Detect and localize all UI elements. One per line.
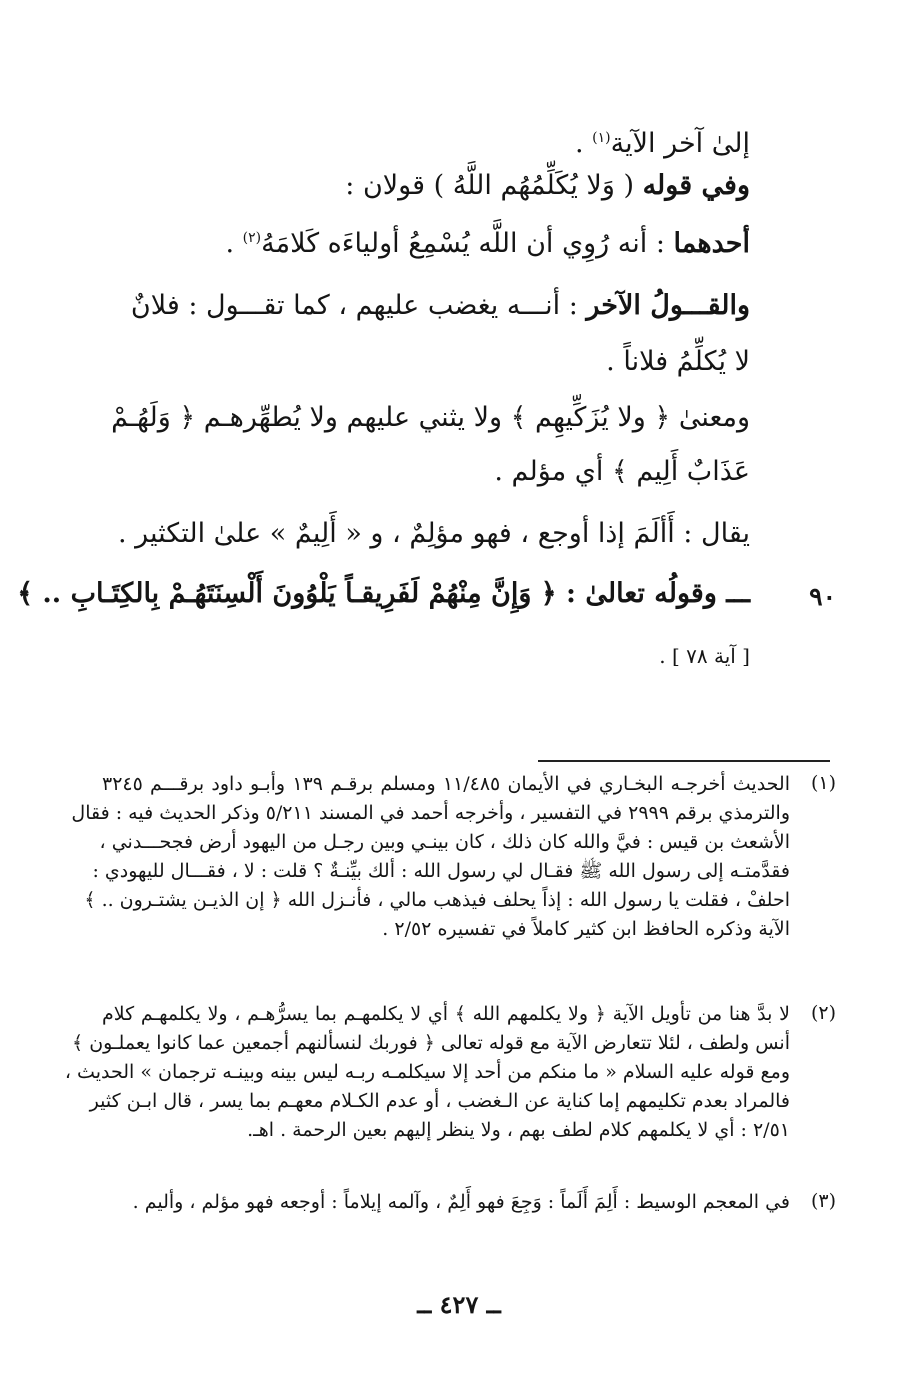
text: يقال : أَألَمَ إذا أوجع ، فهو مؤلِمٌ ، و « أَلِيمٌ » علىٰ التكثير . — [117, 518, 750, 549]
bold-lead: والقـــولُ الآخر — [586, 290, 750, 321]
footnote-ref-1: (١) — [592, 130, 611, 146]
text: ومعنىٰ ﴿ ولا يُزَكِّيهِم ﴾ ولا يثني عليهم ولا يُطهِّرهـم ﴿ وَلَهُـمْ — [111, 402, 750, 433]
bold-lead: أحدهما — [673, 228, 750, 259]
footnote-ref-2: (٢) — [242, 230, 262, 246]
footnote-line: والترمذي برقم ٢٩٩٩ في التفسير ، وأخرجه أحمد في المسند ٥/٢١١ وذكر الحديث فيه : فقال — [71, 802, 790, 824]
footnote-number-1: (١) — [810, 772, 836, 794]
main-line-1 — [575, 128, 750, 159]
text: [ آية ٧٨ ] . — [659, 644, 750, 668]
main-line-6 — [111, 402, 750, 433]
main-line-9 — [17, 578, 750, 609]
text: ( وَلا يُكَلِّمُهُم اللَّهُ ) قولان : — [345, 170, 643, 201]
footnote-line: الأشعث بن قيس : فيَّ والله كان ذلك ، كان بينـي وبين رجـل من اليهود أرض فجحـــدني ، — [99, 831, 790, 853]
footnote-number-3: (٣) — [810, 1190, 836, 1212]
main-line-3 — [226, 228, 751, 259]
footnote-line: أنس ولطف ، لئلا تتعارض الآية مع قوله تعالى ﴿ فوربك لنسألنهم أجمعين عما كانوا يعملـون ﴾ — [72, 1032, 790, 1054]
bold-lead: ـــ وقولُه تعالىٰ — [585, 578, 750, 609]
text: لا يُكلِّمُ فلاناً . — [606, 346, 750, 377]
main-line-5 — [606, 346, 750, 377]
footnote-number-2: (٢) — [810, 1002, 836, 1024]
text: إلىٰ آخر الآية — [610, 128, 750, 159]
verse-text: : ﴿ وَإِنَّ مِنْهُمْ لَفَرِيقـاً يَلْوُونَ أَلْسِنَتَهُـمْ بِالكِتَـابِ .. ﴾ — [17, 578, 586, 609]
footnote-line: في المعجم الوسيط : أَلِمَ أَلَماً : وَجِعَ فهو أَلِمٌ ، وآلمه إيلاماً : أوجعه فهو مؤلم ، وأليم . — [132, 1191, 790, 1213]
footnote-separator — [538, 760, 830, 762]
footnote-3 — [102, 1188, 790, 1217]
bold-lead: وفي قوله — [642, 170, 750, 201]
text-tail: . — [225, 228, 243, 259]
text-tail: . — [574, 128, 593, 159]
text: : أنـــه يغضب عليهم ، كما تقـــول : فلانٌ — [130, 290, 587, 321]
footnote-line: ٢/٥١ : أي لا يكلمهم كلام لطف بهم ، ولا ينظر إليهم بعين الرحمة . اهـ. — [247, 1119, 790, 1141]
main-line-7 — [494, 456, 750, 487]
footnote-line: احلفْ ، فقلت يا رسول الله : إذاً يحلف فيذهب مالي ، فأنـزل الله ﴿ إن الذيـن يشتـرون .. ﴾ — [84, 889, 790, 911]
footnote-1 — [71, 770, 791, 944]
text: عَذَابٌ أَلِيم ﴾ أي مؤلم . — [494, 456, 750, 487]
page-number: ــ ٤٢٧ ــ — [417, 1290, 501, 1319]
verse-reference — [659, 644, 750, 668]
main-line-4 — [131, 290, 750, 321]
footnote-line: فالمراد بعدم تكليمهم إما كناية عن الـغضب ، أو عدم الكـلام معهـم بما يسر ، قال ابـن كثير — [89, 1090, 790, 1112]
entry-number: ٩٠ — [809, 582, 836, 611]
footnote-line: لا بدَّ هنا من تأويل الآية ﴿ ولا يكلمهم الله ﴾ أي لا يكلمهـم بما يسرُّهـم ، ولا يكلمهـم كلام — [102, 1003, 790, 1025]
footnote-line: الحديث أخرجـه البخـاري في الأيمان ١١/٤٨٥ ومسلم برقـم ١٣٩ وأبـو داود برقـــم ٣٢٤٥ — [102, 773, 791, 795]
footnote-line: فقدَّمتـه إلى رسول الله ﷺ فقـال لي رسول الله : ألك بيِّنـةٌ ؟ قلت : لا ، فقـــال لليهودي : — [92, 860, 790, 882]
main-line-8 — [118, 518, 750, 549]
footnote-2 — [64, 1000, 790, 1145]
text: : أنه رُوِي أن اللَّه يُسْمِعُ أولياءَه كَلامَهُ — [261, 228, 674, 259]
footnote-line: ومع قوله عليه السلام « ما منكم من أحد إلا سيكلمـه ربـه ليس بينه وبينـه ترجمان » الحديث ، — [64, 1061, 790, 1083]
footnote-line: الآية وذكره الحافظ ابن كثير كاملاً في تفسيره ٢/٥٢ . — [382, 918, 790, 940]
main-line-2 — [345, 170, 750, 201]
